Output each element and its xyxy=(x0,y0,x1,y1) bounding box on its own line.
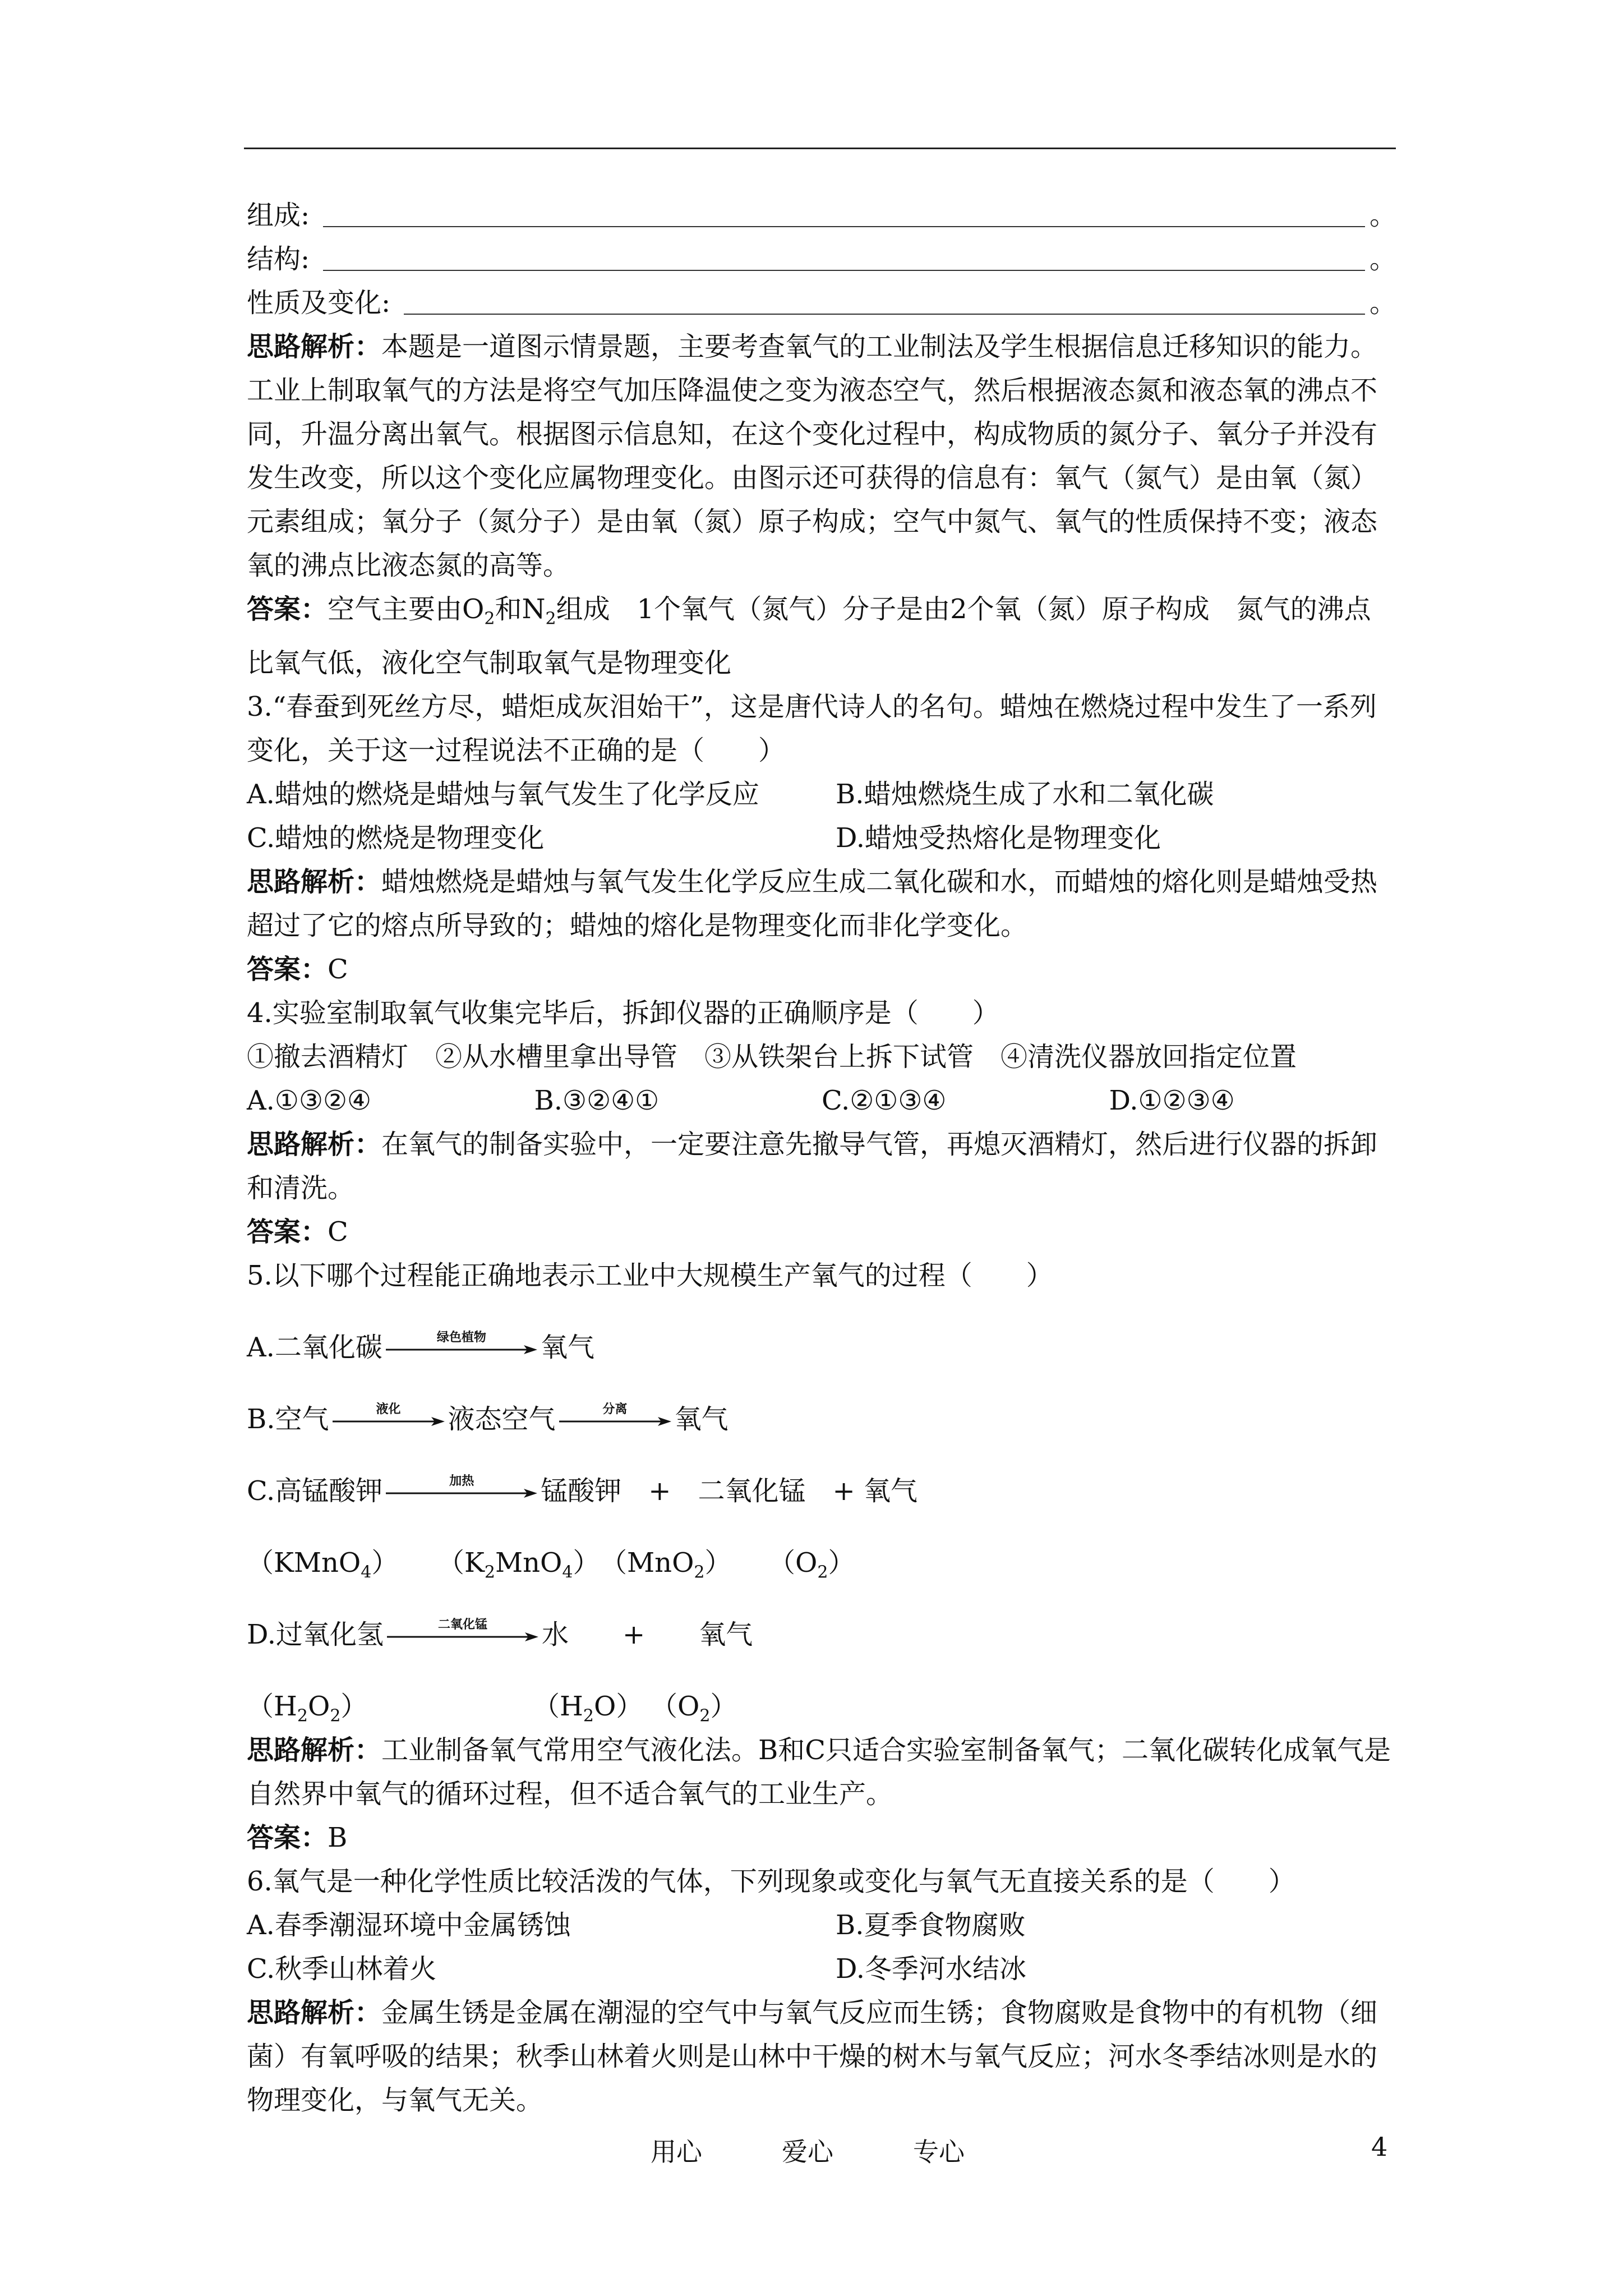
answer-label: 答案： xyxy=(247,1821,328,1853)
option-b: B.夏季食物腐败 xyxy=(836,1909,1026,1941)
answer-label: 答案： xyxy=(247,593,328,625)
option-a: A.蜡烛的燃烧是蜡烛与氧气发生了化学反应 xyxy=(247,778,759,810)
q3-options-row1 xyxy=(247,772,1396,816)
blank-line xyxy=(323,270,1365,271)
page-number: 4 xyxy=(1371,2132,1388,2162)
q5-option-d: D.过氧化氢 二氧化锰 水 + 氧气 xyxy=(247,1617,753,1650)
q5-stem: 5.以下哪个过程能正确地表示工业中大规模生产氧气的过程（ ） xyxy=(247,1259,1053,1291)
reaction-condition: 分离 xyxy=(602,1402,628,1416)
footer-motto: 用心 爱心 专心 xyxy=(651,2137,965,2167)
reaction-arrow xyxy=(333,1403,445,1427)
option-a: A.①③②④ xyxy=(247,1084,372,1116)
fill-line-composition xyxy=(247,194,1396,237)
q6-options-row2 xyxy=(247,1947,1396,1991)
blank-line xyxy=(404,314,1365,315)
q3-analysis: 思路解析：蜡烛燃烧是蜡烛与氧气发生化学反应生成二氧化碳和水，而蜡烛的熔化则是蜡烛受热超过了它的熔点所导致的；蜡烛的熔化是物理变化而非化学变化。 xyxy=(247,866,1378,941)
q5-option-a: A.二氧化碳 绿色植物 氧气 xyxy=(247,1330,594,1363)
option-c: C.秋季山林着火 xyxy=(247,1953,437,1985)
q5-d-formulas: $(H_2O_2)$ $(H_2O)$ $(O_2)$ xyxy=(247,1690,737,1726)
q4-stem: 4.实验室制取氧气收集完毕后，拆卸仪器的正确顺序是（ ） xyxy=(247,997,999,1029)
q5-option-b: B.空气 液化 液态空气 分离 氧气 xyxy=(247,1402,728,1435)
analysis-label: 思路解析： xyxy=(247,866,382,898)
reaction-condition: 绿色植物 xyxy=(436,1330,486,1345)
reaction-arrow xyxy=(386,1475,537,1498)
q5-answer: 答案：B xyxy=(247,1821,348,1853)
q4-analysis: 思路解析：在氧气的制备实验中，一定要注意先撤导气管，再熄灭酒精灯，然后进行仪器的拆卸和清洗。 xyxy=(247,1128,1378,1204)
header-rule xyxy=(244,148,1396,149)
q5-c-formulas: （KMnO$_4$） $(K_2MnO_4)$ （MnO$_2$） $(O_2)$ xyxy=(247,1547,855,1582)
analysis-label: 思路解析： xyxy=(247,1128,382,1160)
option-d: D.冬季河水结冰 xyxy=(836,1953,1027,1985)
fill-end: 。 xyxy=(1369,287,1396,319)
reaction-arrow xyxy=(387,1618,538,1642)
option-d: D.①②③④ xyxy=(1109,1084,1235,1116)
option-d: D.蜡烛受热熔化是物理变化 xyxy=(836,822,1161,854)
q3-options-row2 xyxy=(247,816,1396,860)
reaction-condition: 二氧化锰 xyxy=(438,1617,488,1632)
fill-label: 组成: xyxy=(247,200,310,231)
analysis-label: 思路解析： xyxy=(247,331,382,362)
q6-analysis: 思路解析：金属生锈是金属在潮湿的空气中与氧气反应而生锈；食物腐败是食物中的有机物（细菌）有氧呼吸的结果；秋季山林着火则是山林中干燥的树木与氧气反应；河水冬季结冰则是水的物理变化，与氧气无关。 xyxy=(247,1996,1378,2116)
q4-options xyxy=(247,1079,1396,1122)
option-b: B.蜡烛燃烧生成了水和二氧化碳 xyxy=(836,778,1214,810)
q6-stem: 6.氧气是一种化学性质比较活泼的气体，下列现象或变化与氧气无直接关系的是（ ） xyxy=(247,1865,1295,1897)
q2-analysis xyxy=(247,325,1396,587)
fill-line-properties xyxy=(247,281,1396,325)
option-c: C.蜡烛的燃烧是物理变化 xyxy=(247,822,545,854)
fill-end: 。 xyxy=(1369,243,1396,275)
q2-answer: 答案：空气主要由$O_2$和$N_2$组成 1个氧气（氮气）分子是由2个氧（氮）原子构成 氮气的沸点比氧气低，液化空气制取氧气是物理变化 xyxy=(247,593,1371,679)
answer-label: 答案： xyxy=(247,1216,328,1248)
fill-label: 结构: xyxy=(247,243,310,275)
fill-line-structure xyxy=(247,237,1396,281)
reaction-condition: 加热 xyxy=(449,1474,474,1488)
q3-answer: 答案：C xyxy=(247,953,348,985)
option-c: C.②①③④ xyxy=(822,1084,947,1116)
fill-end: 。 xyxy=(1369,200,1396,231)
analysis-text: 本题是一道图示情景题，主要考查氧气的工业制法及学生根据信息迁移知识的能力。工业上制取氧气的方法是将空气加压降温使之变为液态空气，然后根据液态氮和液态氧的沸点不同，升温分离出氧气。根据图示信息知，在这个变化过程中，构成物质的氮分子、氧分子并没有发生改变，所以这个变化应属物理变化。由图示还可获得的信息有：氧气（氮气）是由氧（氮）元素组成；氧分子（氮分子）是由氧（氮）原子构成；空气中氮气、氧气的性质保持不变；液态氧的沸点比液态氮的高等。 xyxy=(247,331,1378,581)
answer-label: 答案： xyxy=(247,953,328,985)
q5-analysis: 思路解析：工业制备氧气常用空气液化法。B和C只适合实验室制备氧气；二氧化碳转化成氧气是自然界中氧气的循环过程，但不适合氧气的工业生产。 xyxy=(247,1734,1391,1810)
q5-option-c: C.高锰酸钾 加热 锰酸钾 + 二氧化锰 + 氧气 xyxy=(247,1474,917,1507)
blank-line xyxy=(323,226,1365,227)
q3-stem: 3.“春蚕到死丝方尽，蜡炬成灰泪始干”，这是唐代诗人的名句。蜡烛在燃烧过程中发生了一系列变化，关于这一过程说法不正确的是（ ） xyxy=(247,691,1377,766)
page-content xyxy=(247,194,1396,2122)
option-b: B.③②④① xyxy=(534,1084,660,1116)
q4-answer: 答案：C xyxy=(247,1216,348,1248)
analysis-label: 思路解析： xyxy=(247,1734,382,1766)
q6-options-row1 xyxy=(247,1903,1396,1947)
q4-steps: ①撤去酒精灯 ②从水槽里拿出导管 ③从铁架台上拆下试管 ④清洗仪器放回指定位置 xyxy=(247,1041,1297,1073)
reaction-arrow xyxy=(559,1403,671,1427)
reaction-condition: 液化 xyxy=(376,1402,401,1416)
option-a: A.春季潮湿环境中金属锈蚀 xyxy=(247,1909,571,1941)
analysis-label: 思路解析： xyxy=(247,1996,382,2028)
fill-label: 性质及变化: xyxy=(247,287,391,319)
reaction-arrow xyxy=(386,1331,537,1355)
